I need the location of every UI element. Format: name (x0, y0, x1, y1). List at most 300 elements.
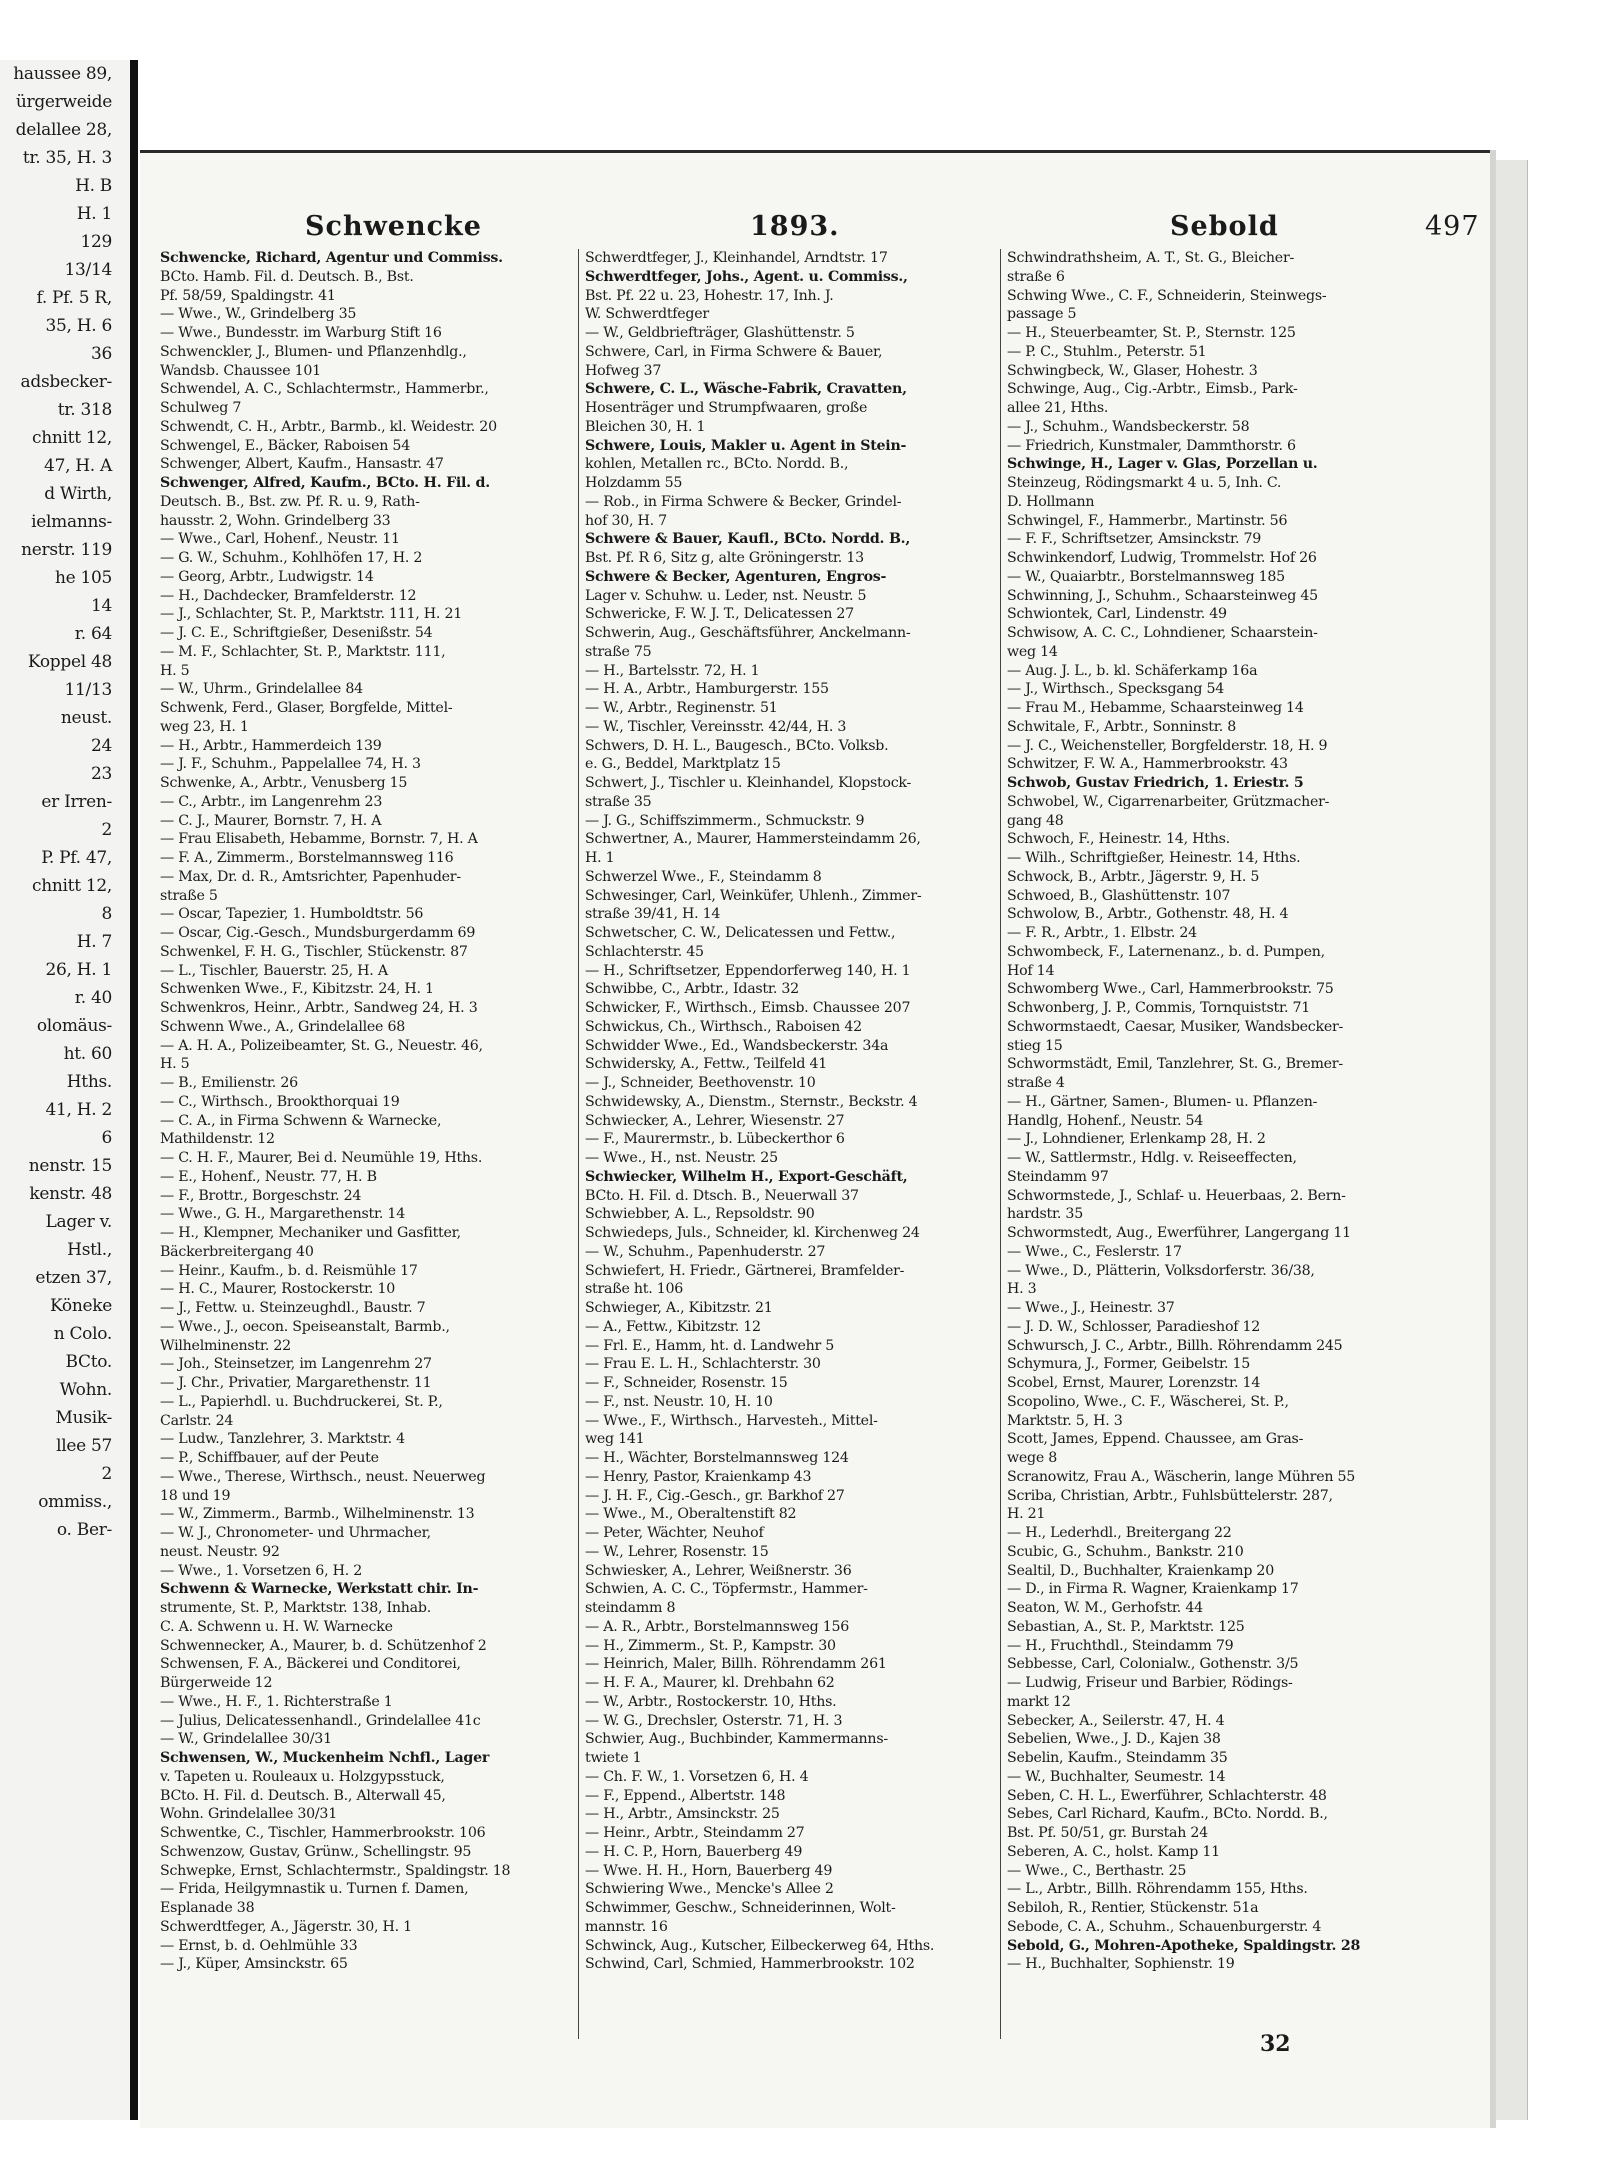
directory-entry-line: — Wwe., F., Wirthsch., Harvesteh., Mittel- (585, 1412, 878, 1429)
directory-entry-line: — H., Steuerbeamter, St. P., Sternstr. 125 (1007, 325, 1296, 341)
directory-entry-line: — P. C., Stuhlm., Peterstr. 51 (1007, 343, 1207, 360)
directory-entry-line: — F. A., Zimmerm., Borstelmannsweg 116 (160, 850, 454, 866)
directory-entry-line: Schwiecker, Wilhelm H., Export-Geschäft, (585, 1168, 908, 1185)
directory-entry-line: stieg 15 (1007, 1037, 1063, 1054)
directory-entry-line: Schwombeck, F., Laternenanz., b. d. Pumpen, (1007, 943, 1325, 960)
directory-entry-line: Schwenzow, Gustav, Grünw., Schellingstr. 95 (160, 1843, 472, 1860)
margin-fragment: he 105 (54, 568, 112, 588)
directory-entry-line: Schwobel, W., Cigarrenarbeiter, Grützmacher- (1007, 793, 1330, 810)
previous-page-margin (0, 60, 132, 2120)
directory-entry-line: — H., Lederhdl., Breitergang 22 (1007, 1525, 1232, 1541)
directory-entry-line: — W., Grindelallee 30/31 (160, 1731, 332, 1748)
directory-entry-line: — M. F., Schlachter, St. P., Marktstr. 111, (160, 643, 446, 660)
margin-fragment: H. 1 (76, 204, 112, 224)
margin-fragment: kenstr. 48 (29, 1184, 112, 1204)
directory-entry-line: Schwiebber, A. L., Repsoldstr. 90 (585, 1206, 815, 1223)
directory-entry-line: — Frau Elisabeth, Hebamme, Bornstr. 7, H. A (160, 831, 478, 848)
margin-fragment: Lager v. (45, 1212, 112, 1232)
directory-entry-line: — Frl. E., Hamm, ht. d. Landwehr 5 (585, 1337, 835, 1354)
directory-entry-line: Schwinge, H., Lager v. Glas, Porzellan u. (1007, 456, 1318, 473)
directory-entry-line: Schwingel, F., Hammerbr., Martinstr. 56 (1007, 512, 1288, 529)
directory-entry-line: — Frida, Heilgymnastik u. Turnen f. Damen, (160, 1881, 469, 1898)
directory-entry-line: — Wwe., Carl, Hohenf., Neustr. 11 (160, 531, 400, 548)
margin-fragment: H. B (75, 176, 112, 196)
directory-entry-line: — W., Lehrer, Rosenstr. 15 (585, 1543, 769, 1560)
directory-entry-line: Sebelin, Kaufm., Steindamm 35 (1007, 1750, 1228, 1766)
directory-entry-line: — A. R., Arbtr., Borstelmannsweg 156 (585, 1618, 850, 1635)
directory-entry-line: Bleichen 30, H. 1 (585, 418, 706, 435)
directory-entry-line: weg 14 (1007, 643, 1058, 660)
directory-entry-line: Sebiloh, R., Rentier, Stückenstr. 51a (1007, 1900, 1259, 1916)
directory-entry-line: Schwomberg Wwe., Carl, Hammerbrookstr. 75 (1007, 981, 1334, 998)
directory-entry-line: Schwenn & Warnecke, Werkstatt chir. In- (160, 1581, 479, 1598)
directory-entry-line: BCto. Hamb. Fil. d. Deutsch. B., Bst. (160, 268, 414, 285)
directory-entry-line: hardstr. 35 (1007, 1206, 1083, 1223)
margin-fragment: 41, H. 2 (45, 1100, 112, 1120)
directory-entry-line: Schymura, J., Former, Geibelstr. 15 (1007, 1356, 1251, 1373)
directory-entry-line: — Wwe. H. H., Horn, Bauerberg 49 (585, 1862, 833, 1879)
directory-entry-line: — H. F. A., Maurer, kl. Drehbahn 62 (585, 1675, 835, 1691)
directory-entry-line: e. G., Beddel, Marktplatz 15 (585, 756, 781, 773)
directory-entry-line: — P., Schiffbauer, auf der Peute (160, 1450, 379, 1466)
directory-entry-line: strumente, St. P., Marktstr. 138, Inhab. (160, 1600, 431, 1616)
directory-entry-line: Schwencke, Richard, Agentur und Commiss. (160, 250, 503, 266)
directory-entry-line: — Wwe., W., Grindelberg 35 (160, 306, 357, 323)
directory-entry-line: Schwoch, F., Heinestr. 14, Hths. (1007, 831, 1230, 848)
margin-fragment: chnitt 12, (32, 876, 112, 896)
directory-entry-line: — C. A., in Firma Schwenn & Warnecke, (160, 1112, 442, 1129)
directory-entry-line: — Heinr., Arbtr., Steindamm 27 (585, 1825, 805, 1841)
directory-entry-line: — C., Arbtr., im Langenrehm 23 (160, 793, 383, 810)
directory-entry-line: Sebbesse, Carl, Colonialw., Gothenstr. 3/5 (1007, 1656, 1299, 1673)
margin-fragment: delallee 28, (15, 120, 112, 140)
directory-entry-line: Schwerzel Wwe., F., Steindamm 8 (585, 868, 822, 885)
directory-entry-line: — Joh., Steinsetzer, im Langenrehm 27 (160, 1356, 432, 1373)
directory-entry-line: — Frau E. L. H., Schlachterstr. 30 (585, 1356, 821, 1373)
directory-entry-line: W. Schwerdtfeger (585, 306, 709, 323)
directory-entry-line: — J. Chr., Privatier, Margarethenstr. 11 (160, 1375, 432, 1391)
margin-fragment: ht. 60 (63, 1044, 112, 1064)
directory-entry-line: Sebes, Carl Richard, Kaufm., BCto. Nordd. B., (1007, 1806, 1328, 1823)
directory-entry-line: — H., Wächter, Borstelmannsweg 124 (585, 1450, 849, 1466)
directory-entry-line: — Wwe., G. H., Margarethenstr. 14 (160, 1206, 405, 1223)
directory-entry-line: passage 5 (1007, 306, 1077, 323)
directory-entry-line: Lager v. Schuhw. u. Leder, nst. Neustr. 5 (585, 587, 867, 604)
directory-entry-line: — Peter, Wächter, Neuhof (585, 1525, 764, 1541)
directory-entry-line: Schwenckler, J., Blumen- und Pflanzenhdlg., (160, 343, 467, 360)
directory-entry-line: Schwidewsky, A., Dienstm., Sternstr., Beckstr. 4 (585, 1093, 918, 1110)
margin-fragment: tr. 35, H. 3 (22, 148, 112, 168)
directory-entry-line: — H. C., Maurer, Rostockerstr. 10 (160, 1281, 396, 1298)
directory-entry-line: — L., Arbtr., Billh. Röhrendamm 155, Hths. (1007, 1881, 1308, 1898)
margin-fragment: ielmanns- (31, 512, 112, 532)
directory-entry-line: — W., Arbtr., Reginenstr. 51 (585, 700, 778, 716)
directory-entry-line: Schwonberg, J. P., Commis, Tornquiststr. 71 (1007, 1000, 1311, 1016)
directory-entry-line: Schulweg 7 (160, 400, 242, 416)
directory-entry-line: — J., Wirthsch., Specksgang 54 (1007, 681, 1225, 698)
directory-entry-line: — L., Papierhdl. u. Buchdruckerei, St. P., (160, 1393, 443, 1410)
directory-entry-line: Wilhelminenstr. 22 (160, 1337, 291, 1354)
margin-fragment: etzen 37, (35, 1268, 112, 1288)
directory-entry-line: — F. F., Schriftsetzer, Amsinckstr. 79 (1007, 531, 1262, 548)
directory-entry-line: — Wwe., M., Oberaltenstift 82 (585, 1506, 797, 1523)
margin-fragment: 26, H. 1 (45, 960, 112, 980)
directory-entry-line: Carlstr. 24 (160, 1412, 234, 1429)
directory-entry-line: Schwensen, F. A., Bäckerei und Conditorei, (160, 1656, 461, 1673)
directory-entry-line: weg 23, H. 1 (160, 718, 249, 735)
directory-entry-line: Schwind, Carl, Schmied, Hammerbrookstr. 102 (585, 1956, 915, 1973)
directory-entry-line: — B., Emilienstr. 26 (160, 1075, 298, 1091)
margin-fragment: 47, H. A (44, 456, 112, 476)
margin-fragment: H. 7 (76, 932, 112, 952)
margin-fragment: 13/14 (64, 260, 112, 280)
directory-entry-line: Schwendt, C. H., Arbtr., Barmb., kl. Weidestr. 20 (160, 418, 497, 435)
directory-entry-line: Bst. Pf. 50/51, gr. Burstah 24 (1007, 1825, 1208, 1841)
directory-entry-line: Schwerdtfeger, A., Jägerstr. 30, H. 1 (160, 1918, 412, 1935)
directory-entry-line: — W., Zimmerm., Barmb., Wilhelminenstr. 13 (160, 1506, 475, 1523)
directory-entry-line: — J., Schlachter, St. P., Marktstr. 111, H. 21 (160, 606, 463, 623)
directory-entry-line: — H., Fruchthdl., Steindamm 79 (1007, 1637, 1234, 1654)
margin-fragment: 36 (90, 344, 112, 364)
directory-entry-line: — F., nst. Neustr. 10, H. 10 (585, 1393, 773, 1410)
directory-entry-line: — Friedrich, Kunstmaler, Dammthorstr. 6 (1007, 437, 1296, 454)
directory-entry-line: Bäckerbreitergang 40 (160, 1243, 314, 1260)
directory-entry-line: Wohn. Grindelallee 30/31 (160, 1806, 337, 1823)
directory-entry-line: Schwiedeps, Juls., Schneider, kl. Kirchenweg 24 (585, 1225, 920, 1241)
directory-entry-line: markt 12 (1007, 1693, 1071, 1710)
directory-entry-line: — W., Schuhm., Papenhuderstr. 27 (585, 1243, 826, 1260)
directory-entry-line: wege 8 (1007, 1450, 1058, 1466)
margin-fragment: 6 (101, 1128, 112, 1148)
directory-entry-line: Schwiecker, A., Lehrer, Wiesenstr. 27 (585, 1112, 845, 1129)
directory-entry-line: Scriba, Christian, Arbtr., Fuhlsbüttelerstr. 287, (1007, 1487, 1333, 1504)
directory-entry-line: — H., Dachdecker, Bramfelderstr. 12 (160, 587, 417, 604)
margin-fragment: Musik- (55, 1408, 112, 1428)
directory-entry-line: Schwere & Bauer, Kaufl., BCto. Nordd. B., (585, 531, 911, 548)
directory-entry-line: Schwertner, A., Maurer, Hammersteindamm 26, (585, 831, 921, 848)
directory-entry-line: H. 5 (160, 662, 190, 679)
directory-entry-line: v. Tapeten u. Rouleaux u. Holzgypsstuck, (160, 1768, 445, 1785)
directory-entry-line: Marktstr. 5, H. 3 (1007, 1412, 1123, 1429)
directory-entry-line: — Wwe., D., Plätterin, Volksdorferstr. 36/38, (1007, 1262, 1315, 1279)
directory-entry-line: — F., Brottr., Borgeschstr. 24 (160, 1187, 362, 1204)
directory-entry-line: — Ludw., Tanzlehrer, 3. Marktstr. 4 (160, 1431, 405, 1448)
directory-entry-line: straße 4 (1007, 1075, 1065, 1091)
directory-entry-line: — H., Arbtr., Amsinckstr. 25 (585, 1806, 780, 1823)
page-number: 497 (1425, 211, 1480, 242)
directory-entry-line: — W. G., Drechsler, Osterstr. 71, H. 3 (585, 1712, 843, 1729)
margin-fragment: er Irren- (41, 792, 112, 812)
directory-entry-line: Schwimmer, Geschw., Schneiderinnen, Wolt- (585, 1900, 896, 1916)
margin-fragment: 23 (90, 764, 112, 784)
directory-entry-line: — H., Schriftsetzer, Eppendorferweg 140, H. 1 (585, 962, 911, 979)
directory-entry-line: Schwerin, Aug., Geschäftsführer, Anckelmann- (585, 625, 911, 641)
margin-fragment: adsbecker- (20, 372, 112, 392)
directory-entry-line: — F., Schneider, Rosenstr. 15 (585, 1375, 788, 1391)
margin-fragment: 14 (90, 596, 112, 616)
directory-entry-line: Bst. Pf. R 6, Sitz g, alte Gröningerstr. 13 (585, 550, 864, 566)
margin-fragment: ommiss., (38, 1492, 112, 1512)
directory-entry-line: — Rob., in Firma Schwere & Becker, Grindel- (585, 493, 902, 510)
directory-entry-line: — Wwe., H., nst. Neustr. 25 (585, 1150, 778, 1166)
directory-entry-line: — J. H. F., Cig.-Gesch., gr. Barkhof 27 (585, 1487, 845, 1504)
directory-entry-line: — Julius, Delicatessenhandl., Grindelallee 41c (160, 1712, 481, 1729)
directory-entry-line: — F. R., Arbtr., 1. Elbstr. 24 (1007, 925, 1197, 941)
directory-entry-line: Schwers, D. H. L., Baugesch., BCto. Volksb. (585, 737, 889, 754)
directory-entry-line: — H. C. P., Horn, Bauerberg 49 (585, 1843, 803, 1860)
margin-fragment: BCto. (65, 1352, 112, 1372)
directory-entry-line: — J., Schneider, Beethovenstr. 10 (585, 1075, 816, 1091)
directory-entry-line: — Max, Dr. d. R., Amtsrichter, Papenhuder- (160, 868, 461, 885)
directory-entry-line: Steindamm 97 (1007, 1168, 1109, 1185)
directory-entry-line: Schwidersky, A., Fettw., Teilfeld 41 (585, 1056, 828, 1073)
directory-entry-line: mannstr. 16 (585, 1918, 668, 1935)
directory-entry-line: Sebelien, Wwe., J. D., Kajen 38 (1007, 1731, 1221, 1748)
directory-entry-line: twiete 1 (585, 1750, 642, 1766)
directory-entry-line: — Frau M., Hebamme, Schaarsteinweg 14 (1007, 700, 1304, 716)
directory-entry-line: — Wilh., Schriftgießer, Heinestr. 14, Hths. (1007, 850, 1301, 866)
directory-entry-line: — H. A., Arbtr., Hamburgerstr. 155 (585, 681, 829, 698)
directory-entry-line: Schwerdtfeger, J., Kleinhandel, Arndtstr. 17 (585, 250, 888, 266)
directory-entry-line: — J., Lohndiener, Erlenkamp 28, H. 2 (1007, 1131, 1266, 1148)
directory-entry-line: — H., Bartelsstr. 72, H. 1 (585, 662, 760, 679)
directory-entry-line: neust. Neustr. 92 (160, 1543, 280, 1560)
directory-entry-line: Schwere & Becker, Agenturen, Engros- (585, 568, 887, 585)
directory-entry-line: hof 30, H. 7 (585, 512, 667, 529)
margin-fragment: d Wirth, (44, 484, 112, 504)
margin-fragment: llee 57 (56, 1436, 112, 1456)
directory-entry-line: 18 und 19 (160, 1487, 231, 1504)
directory-entry-line: Schlachterstr. 45 (585, 943, 704, 960)
directory-entry-line: — F., Eppend., Albertstr. 148 (585, 1787, 786, 1804)
directory-entry-line: Schwoed, B., Glashüttenstr. 107 (1007, 887, 1231, 904)
directory-entry-line: Scubic, G., Schuhm., Bankstr. 210 (1007, 1543, 1244, 1560)
margin-fragment: Köneke (49, 1296, 112, 1316)
directory-entry-line: Schwormstaedt, Caesar, Musiker, Wandsbecker- (1007, 1018, 1344, 1035)
directory-entry-line: straße 5 (160, 887, 218, 904)
directory-entry-line: Schwinning, J., Schuhm., Schaarsteinweg 45 (1007, 587, 1318, 604)
directory-entry-line: — E., Hohenf., Neustr. 77, H. B (160, 1168, 377, 1185)
directory-entry-line: — J. G., Schiffszimmerm., Schmuckstr. 9 (585, 812, 865, 829)
directory-entry-line: — W., Geldbriefträger, Glashüttenstr. 5 (585, 325, 855, 341)
directory-entry-line: Schwock, B., Arbtr., Jägerstr. 9, H. 5 (1007, 868, 1260, 885)
directory-entry-line: — Aug. J. L., b. kl. Schäferkamp 16a (1007, 662, 1258, 679)
directory-entry-line: Schwob, Gustav Friedrich, 1. Eriestr. 5 (1007, 775, 1304, 791)
directory-entry-line: Schwere, C. L., Wäsche-Fabrik, Cravatten, (585, 381, 907, 398)
directory-entry-line: — Wwe., H. F., 1. Richterstraße 1 (160, 1693, 393, 1710)
directory-entry-line: Schwiering Wwe., Mencke's Allee 2 (585, 1881, 834, 1898)
directory-entry-line: — H., Klempner, Mechaniker und Gasfitter, (160, 1225, 461, 1241)
directory-entry-line: — J., Fettw. u. Steinzeughdl., Baustr. 7 (160, 1300, 426, 1316)
margin-fragment: haussee 89, (13, 64, 112, 84)
directory-entry-line: hausstr. 2, Wohn. Grindelberg 33 (160, 512, 391, 529)
directory-entry-line: Schwieger, A., Kibitzstr. 21 (585, 1300, 773, 1316)
directory-entry-line: Schwinck, Aug., Kutscher, Eilbeckerweg 64, Hths. (585, 1937, 935, 1954)
directory-entry-line: Schwicker, F., Wirthsch., Eimsb. Chaussee 207 (585, 1000, 911, 1016)
margin-fragment: 129 (80, 232, 112, 252)
directory-entry-line: Mathildenstr. 12 (160, 1131, 275, 1148)
directory-entry-line: Schwetscher, C. W., Delicatessen und Fettw., (585, 925, 896, 941)
directory-entry-line: — Wwe., Therese, Wirthsch., neust. Neuerweg (160, 1468, 486, 1485)
margin-fragment: o. Ber- (56, 1520, 112, 1540)
margin-fragment: 24 (90, 736, 112, 756)
page-edge (1490, 160, 1528, 2120)
directory-entry-line: Schwitzer, F. W. A., Hammerbrookstr. 43 (1007, 756, 1288, 773)
column-3 (1000, 249, 1419, 2039)
directory-entry-line: — H., Arbtr., Hammerdeich 139 (160, 737, 382, 754)
directory-entry-line: straße 75 (585, 643, 652, 660)
directory-entry-line: — L., Tischler, Bauerstr. 25, H. A (160, 962, 388, 979)
directory-entry-line: Schwinkendorf, Ludwig, Trommelstr. Hof 26 (1007, 550, 1317, 566)
directory-entry-line: Schwormstädt, Emil, Tanzlehrer, St. G., Bremer- (1007, 1056, 1343, 1073)
margin-fragment: Hths. (66, 1072, 112, 1092)
directory-entry-line: — Wwe., C., Feslerstr. 17 (1007, 1243, 1182, 1260)
directory-entry-line: Schwitale, F., Arbtr., Sonninstr. 8 (1007, 718, 1237, 735)
margin-fragment: 8 (101, 904, 112, 924)
directory-entry-line: H. 21 (1007, 1506, 1046, 1523)
directory-entry-line: Schwidder Wwe., Ed., Wandsbeckerstr. 34a (585, 1037, 889, 1054)
directory-entry-line: Schwiontek, Carl, Lindenstr. 49 (1007, 606, 1227, 623)
directory-entry-line: Schwibbe, C., Arbtr., Idastr. 32 (585, 981, 799, 998)
directory-entry-line: — A. H. A., Polizeibeamter, St. G., Neuestr. 46, (160, 1037, 483, 1054)
directory-entry-line: — Oscar, Cig.-Gesch., Mundsburgerdamm 69 (160, 925, 476, 941)
directory-entry-line: — Wwe., 1. Vorsetzen 6, H. 2 (160, 1562, 363, 1579)
directory-entry-line: — W., Buchhalter, Seumestr. 14 (1007, 1768, 1226, 1785)
directory-entry-line: Scranowitz, Frau A., Wäscherin, lange Mühren 55 (1007, 1468, 1356, 1485)
directory-entry-line: Bst. Pf. 22 u. 23, Hohestr. 17, Inh. J. (585, 287, 834, 304)
directory-entry-line: — J. F., Schuhm., Pappelallee 74, H. 3 (160, 756, 421, 773)
directory-entry-line: Pf. 58/59, Spaldingstr. 41 (160, 287, 336, 304)
margin-fragment: 2 (101, 820, 112, 840)
directory-entry-line: Seben, C. H. L., Ewerführer, Schlachterstr. 48 (1007, 1787, 1327, 1804)
directory-entry-line: — Oscar, Tapezier, 1. Humboldtstr. 56 (160, 906, 424, 923)
directory-entry-line: Hosenträger und Strumpfwaaren, große (585, 400, 868, 416)
directory-entry-line: — Ludwig, Friseur und Barbier, Rödings- (1007, 1675, 1293, 1691)
directory-entry-line: Schwepke, Ernst, Schlachtermstr., Spaldingstr. 18 (160, 1862, 511, 1879)
directory-entry-line: Hofweg 37 (585, 362, 662, 379)
directory-entry-line: BCto. H. Fil. d. Deutsch. B., Alterwall 45, (160, 1787, 446, 1804)
directory-entry-line: Schwenger, Alfred, Kaufm., BCto. H. Fil. d. (160, 475, 490, 491)
directory-entry-line: — J. C., Weichensteller, Borgfelderstr. 18, H. 9 (1007, 737, 1328, 754)
directory-entry-line: Sebold, G., Mohren-Apotheke, Spaldingstr. 28 (1007, 1937, 1361, 1954)
directory-entry-line: straße 39/41, H. 14 (585, 906, 721, 923)
directory-entry-line: Sebecker, A., Seilerstr. 47, H. 4 (1007, 1712, 1225, 1729)
directory-entry-line: Seaton, W. M., Gerhofstr. 44 (1007, 1600, 1203, 1616)
directory-entry-line: Schwenkros, Heinr., Arbtr., Sandweg 24, H. 3 (160, 1000, 478, 1016)
directory-entry-line: Schwerdtfeger, Johs., Agent. u. Commiss., (585, 268, 908, 285)
signature-mark: 32 (1260, 2031, 1291, 2057)
directory-entry-line: — W., Sattlermstr., Hdlg. v. Reiseeffecten, (1007, 1150, 1297, 1166)
directory-entry-line: Sebastian, A., St. P., Marktstr. 125 (1007, 1618, 1245, 1635)
directory-entry-line: weg 141 (585, 1431, 645, 1448)
directory-entry-line: Wandsb. Chaussee 101 (160, 362, 321, 379)
directory-entry-line: Schwenn Wwe., A., Grindelallee 68 (160, 1018, 405, 1035)
margin-fragment: n Colo. (53, 1324, 112, 1344)
column-2 (578, 249, 997, 2039)
running-header (160, 211, 1480, 247)
directory-entry-line: — Heinr., Kaufm., b. d. Reismühle 17 (160, 1262, 418, 1279)
column-1 (160, 249, 572, 1974)
directory-entry-line: — Wwe., J., oecon. Speiseanstalt, Barmb., (160, 1318, 450, 1335)
margin-fragment: olomäus- (36, 1016, 112, 1036)
directory-entry-line: Deutsch. B., Bst. zw. Pf. R. u. 9, Rath- (160, 493, 420, 510)
directory-entry-line: allee 21, Hths. (1007, 400, 1109, 416)
directory-entry-line: — C. H. F., Maurer, Bei d. Neumühle 19, Hths. (160, 1150, 483, 1166)
directory-entry-line: — J. C. E., Schriftgießer, Desenißstr. 54 (160, 625, 433, 641)
directory-entry-line: Schwier, Aug., Buchbinder, Kammermanns- (585, 1731, 888, 1748)
directory-entry-line: Sebode, C. A., Schuhm., Schauenburgerstr. 4 (1007, 1918, 1322, 1935)
margin-fragment: r. 40 (74, 988, 112, 1008)
directory-entry-line: D. Hollmann (1007, 493, 1095, 510)
directory-entry-line: Esplanade 38 (160, 1900, 255, 1916)
margin-fragment: f. Pf. 5 R, (36, 288, 112, 308)
directory-entry-line: Schwursch, J. C., Arbtr., Billh. Röhrendamm 245 (1007, 1337, 1343, 1354)
directory-entry-line: Schwendel, A. C., Schlachtermstr., Hammerbr., (160, 381, 489, 398)
margin-fragment: Wohn. (59, 1380, 112, 1400)
directory-entry-line: — D., in Firma R. Wagner, Kraienkamp 17 (1007, 1581, 1299, 1598)
directory-entry-line: Schwere, Louis, Makler u. Agent in Stein- (585, 437, 907, 454)
directory-entry-line: — W. J., Chronometer- und Uhrmacher, (160, 1525, 431, 1541)
margin-fragment: nerstr. 119 (21, 540, 112, 560)
directory-entry-line: Schwentke, C., Tischler, Hammerbrookstr. 106 (160, 1825, 486, 1841)
directory-entry-line: — Ch. F. W., 1. Vorsetzen 6, H. 4 (585, 1768, 809, 1785)
directory-entry-line: Schwenken Wwe., F., Kibitzstr. 24, H. 1 (160, 981, 434, 998)
directory-entry-line: Schwenger, Albert, Kaufm., Hansastr. 47 (160, 456, 444, 473)
directory-entry-line: kohlen, Metallen rc., BCto. Nordd. B., (585, 456, 849, 473)
directory-entry-line: — G. W., Schuhm., Kohlhöfen 17, H. 2 (160, 550, 423, 566)
directory-entry-line: — W., Quaiarbtr., Borstelmannsweg 185 (1007, 568, 1285, 585)
header-last-entry: Sebold (1170, 211, 1279, 242)
directory-entry-line: Holzdamm 55 (585, 475, 683, 491)
book-gutter (130, 60, 138, 2120)
directory-entry-line: — H., Zimmerm., St. P., Kampstr. 30 (585, 1637, 836, 1654)
directory-entry-line: — J. D. W., Schlosser, Paradieshof 12 (1007, 1318, 1261, 1335)
directory-entry-line: Schwisow, A. C. C., Lohndiener, Schaarstein- (1007, 625, 1318, 641)
directory-entry-line: steindamm 8 (585, 1600, 676, 1616)
margin-fragment: 2 (101, 1464, 112, 1484)
directory-entry-line: C. A. Schwenn u. H. W. Warnecke (160, 1618, 393, 1635)
directory-entry-line: Scobel, Ernst, Maurer, Lorenzstr. 14 (1007, 1375, 1261, 1391)
directory-entry-line: Schwingbeck, W., Glaser, Hohestr. 3 (1007, 362, 1258, 379)
directory-entry-line: Schwormstede, J., Schlaf- u. Heuerbaas, 2. Bern- (1007, 1187, 1346, 1204)
margin-fragment: Hstl., (67, 1240, 112, 1260)
directory-entry-line: — Ernst, b. d. Oehlmühle 33 (160, 1937, 358, 1954)
header-year: 1893. (750, 211, 840, 242)
margin-fragment: 35, H. 6 (45, 316, 112, 336)
directory-entry-line: Schwiesker, A., Lehrer, Weißnerstr. 36 (585, 1562, 852, 1579)
directory-entry-line: — C., Wirthsch., Brookthorquai 19 (160, 1093, 400, 1110)
header-first-entry: Schwencke (305, 211, 482, 242)
margin-fragment: 11/13 (64, 680, 112, 700)
directory-entry-line: gang 48 (1007, 812, 1064, 829)
directory-entry-line: — C. J., Maurer, Bornstr. 7, H. A (160, 812, 382, 829)
directory-entry-line: — J., Küper, Amsinckstr. 65 (160, 1956, 348, 1973)
directory-entry-line: Schwensen, W., Muckenheim Nchfl., Lager (160, 1750, 490, 1766)
directory-entry-line: — H., Gärtner, Samen-, Blumen- u. Pflanzen- (1007, 1093, 1318, 1110)
margin-fragment: tr. 318 (57, 400, 112, 420)
directory-entry-line: Steinzeug, Rödingsmarkt 4 u. 5, Inh. C. (1007, 475, 1282, 491)
directory-entry-line: Schwormstedt, Aug., Ewerführer, Langergang 11 (1007, 1225, 1351, 1241)
directory-entry-line: — Henry, Pastor, Kraienkamp 43 (585, 1468, 812, 1485)
margin-fragment: nenstr. 15 (28, 1156, 112, 1176)
directory-entry-line: Schwert, J., Tischler u. Kleinhandel, Klopstock- (585, 775, 912, 791)
directory-entry-line: Schwenk, Ferd., Glaser, Borgfelde, Mittel- (160, 700, 453, 716)
directory-entry-line: — W., Arbtr., Rostockerstr. 10, Hths. (585, 1693, 837, 1710)
directory-entry-line: Scott, James, Eppend. Chaussee, am Gras- (1007, 1431, 1304, 1448)
directory-entry-line: — Heinrich, Maler, Billh. Röhrendamm 261 (585, 1656, 887, 1673)
directory-page (140, 150, 1490, 2128)
directory-entry-line: Seberen, A. C., holst. Kamp 11 (1007, 1843, 1220, 1860)
